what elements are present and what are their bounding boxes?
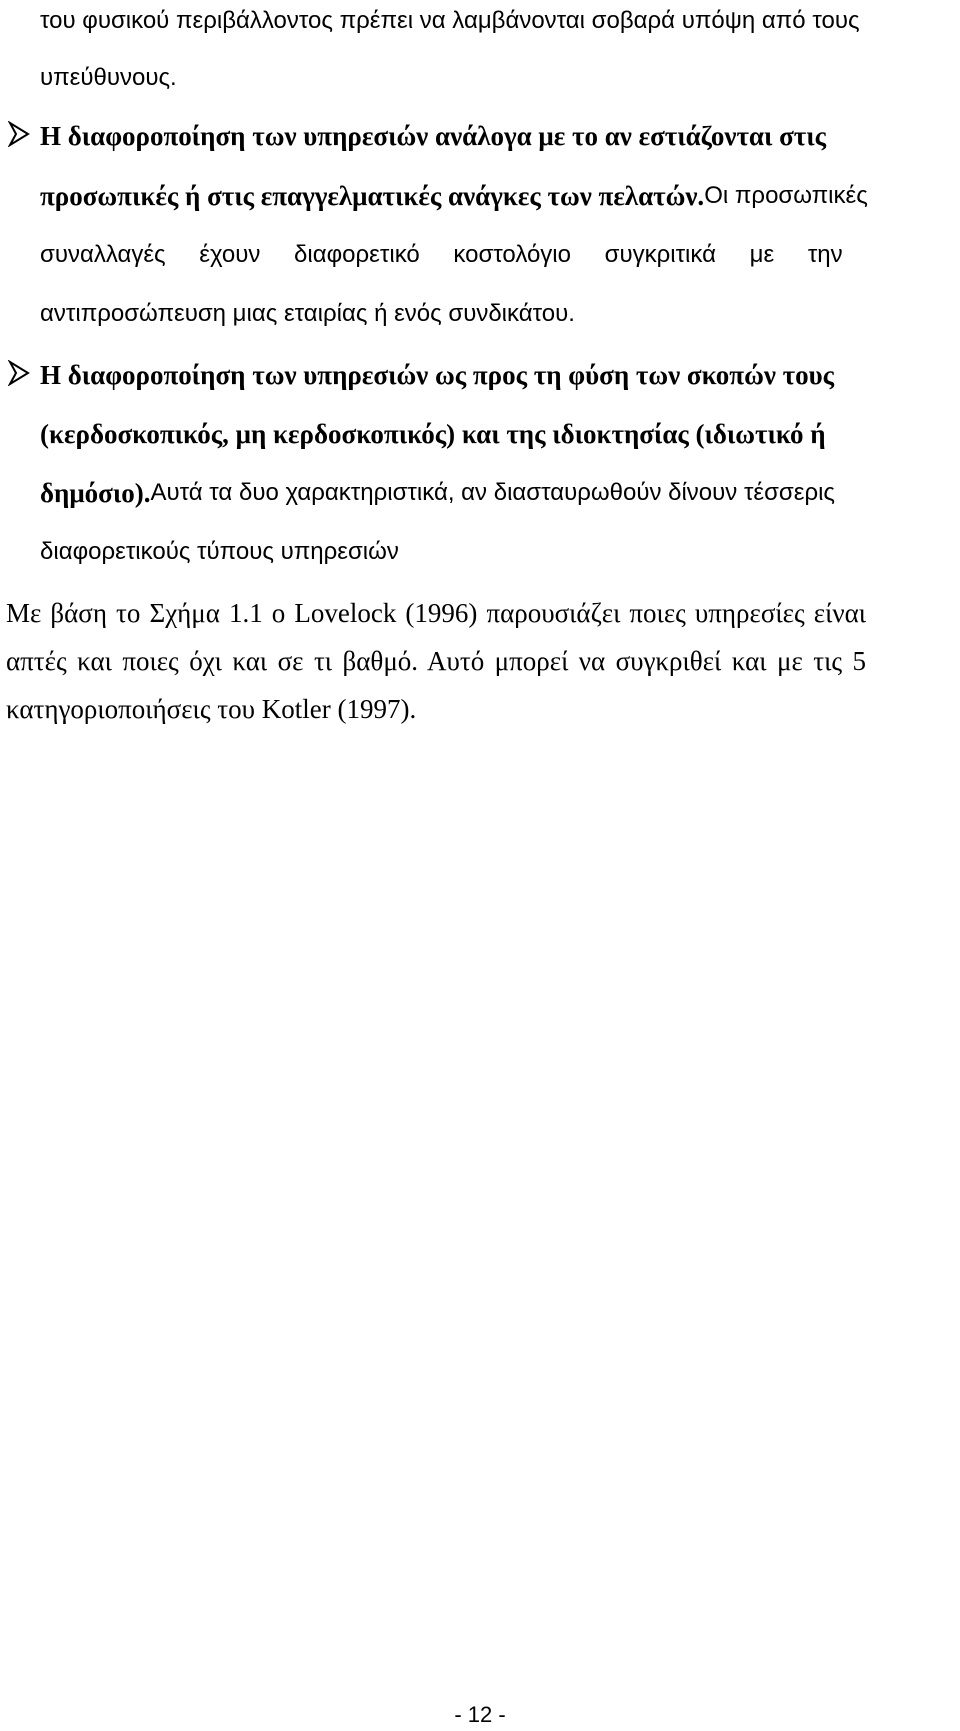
final-text-3: κατηγοριοποιήσεις του Kotler (1997).: [6, 694, 417, 724]
bullet2-bold-text-3: δημόσιο).: [40, 478, 151, 508]
final-line-2: [6, 646, 866, 676]
intro-line-2: [40, 63, 177, 93]
bullet1-bold-text-1: Η διαφοροποίηση των υπηρεσιών ανάλογα με το αν εστιάζονται στις: [40, 121, 827, 151]
bullet2-text-3: Αυτά τα δυο χαρακτηριστικά, αν διασταυρωθούν δίνουν τέσσερις: [150, 479, 835, 506]
final-line-1: [6, 598, 866, 628]
bullet2-line-3: [40, 478, 866, 508]
bullet1-line-4: [40, 299, 575, 329]
bullet2-line-1: [40, 360, 866, 390]
bullet1-line-2: [40, 181, 866, 211]
bullet1-line-3: [40, 240, 866, 270]
page-number: - 12 -: [454, 1702, 506, 1727]
final-text-2: απτές και ποιες όχι και σε τι βαθμό. Αυτό μπορεί να συγκριθεί και με τις 5: [6, 646, 866, 676]
bullet2-line-4: [40, 537, 399, 567]
bullet2-line-2: [40, 419, 866, 449]
bullet1-text-4: αντιπροσώπευση μιας εταιρίας ή ενός συνδικάτου.: [40, 300, 575, 327]
bullet1-text-2: Οι προσωπικές: [704, 182, 868, 209]
intro-text-2: υπεύθυνους.: [40, 64, 177, 91]
bullet2-bold-text-1: Η διαφοροποίηση των υπηρεσιών ως προς τη φύση των σκοπών τους: [40, 360, 834, 390]
intro-line-1: [40, 6, 866, 36]
final-line-3: [6, 694, 416, 724]
bullet1-bold-text-2: προσωπικές ή στις επαγγελματικές ανάγκες των πελατών.: [40, 181, 705, 211]
final-text-1: Με βάση το Σχήμα 1.1 ο Lovelock (1996) παρουσιάζει ποιες υπηρεσίες είναι: [6, 598, 866, 628]
intro-text-1: του φυσικού περιβάλλοντος πρέπει να λαμβάνονται σοβαρά υπόψη από τους: [40, 7, 860, 34]
bullet1-text-3: συναλλαγές έχουν διαφορετικό κοστολόγιο συγκριτικά με την: [40, 241, 843, 268]
bullet2-text-4: διαφορετικούς τύπους υπηρεσιών: [40, 538, 399, 565]
bullet2-bold-text-2: (κερδοσκοπικός, μη κερδοσκοπικός) και της ιδιοκτησίας (ιδιωτικό ή: [40, 419, 826, 449]
arrow-bullet-icon: [8, 121, 30, 147]
arrow-bullet-icon: [8, 360, 30, 386]
bullet1-line-1: [40, 121, 866, 151]
